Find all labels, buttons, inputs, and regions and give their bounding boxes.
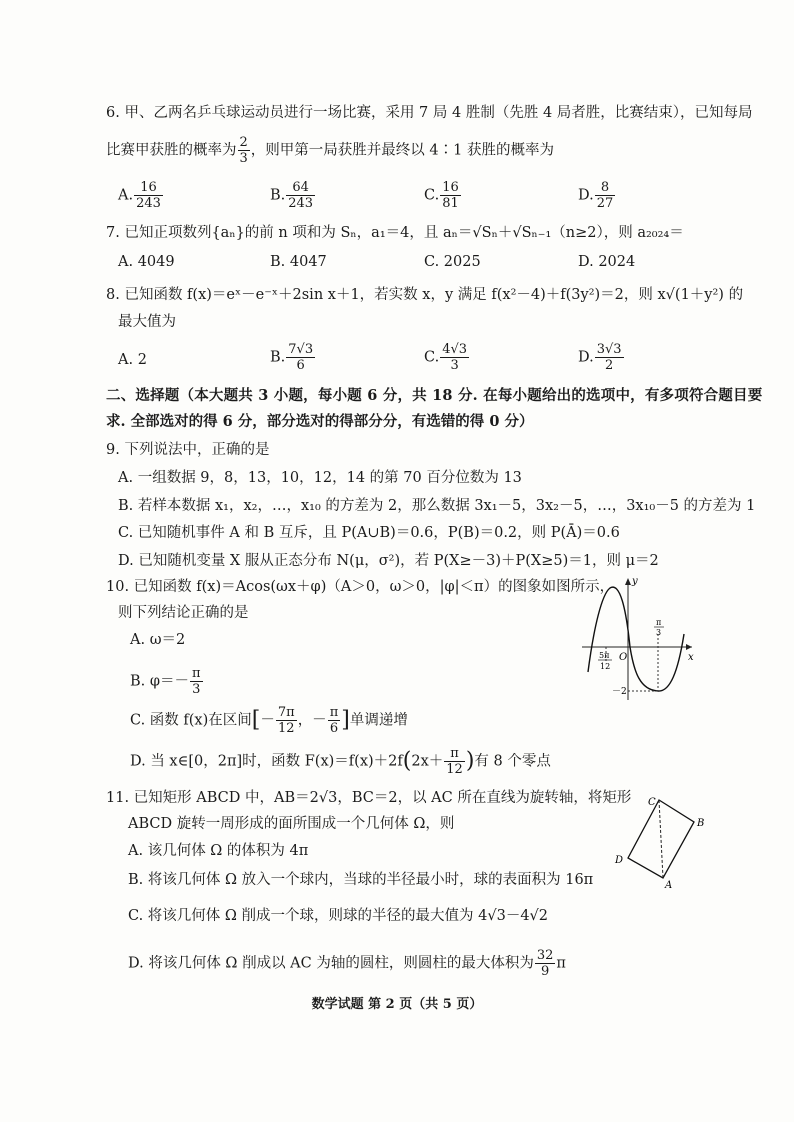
pos-tick-den: 3	[656, 628, 662, 637]
q11-option-d: D. 将该几何体 Ω 削成以 AC 为轴的圆柱，则圆柱的最大体积为 $\frac{32}{9}$ π	[128, 948, 566, 979]
y-label: y	[632, 576, 638, 587]
fraction: $\frac{2}{3}$	[239, 135, 248, 166]
q10-option-a: A. ω＝2	[130, 632, 186, 648]
q9-stem: 9. 下列说法中，正确的是	[106, 442, 270, 458]
cosine-curve	[588, 587, 684, 691]
q9-option-a: A. 一组数据 9，8，13，10，12，14 的第 70 百分位数为 13	[118, 470, 522, 486]
q10-option-c: C. 函数 f(x)在区间[－ $\frac{7\pi}{12}$ ，－ $\frac{\pi}{6}$ ]单调递增	[130, 705, 408, 736]
q11-option-b: B. 将该几何体 Ω 放入一个球内，当球的半径最小时，球的表面积为 16π	[128, 872, 594, 888]
q7-stem: 7. 已知正项数列{aₙ}的前 n 项和为 Sₙ，a₁＝4，且 aₙ＝√Sₙ＋√Sₙ₋₁（n≥2），则 a₂₀₂₄＝	[106, 225, 684, 241]
q7-option-a: A. 4049	[118, 254, 175, 270]
q11-stem-line2: ABCD 旋转一周形成的面所围成一个几何体 Ω，则	[128, 816, 455, 832]
label-a: A	[665, 880, 673, 891]
q10-option-d: D. 当 x∈[0，2π]时，函数 F(x)＝f(x)＋2f(2x＋ $\frac{\pi}{12}$ )有 8 个零点	[130, 746, 551, 777]
origin-label: O	[619, 652, 628, 663]
q8-option-c: C. $\frac{4√3}{3}$	[424, 342, 468, 373]
q8-option-a: A. 2	[118, 352, 147, 368]
min-label: －2	[612, 687, 627, 697]
q9-option-c: C. 已知随机事件 A 和 B 互斥，且 P(A∪B)＝0.6，P(B)＝0.2，则 P(Ā)＝0.6	[118, 525, 620, 541]
q8-option-d: D. $\frac{3√3}{2}$	[578, 342, 622, 373]
page-footer: 数学试题 第 2 页（共 5 页）	[311, 997, 483, 1012]
section-header-line1: 二、选择题（本大题共 3 小题，每小题 6 分，共 18 分. 在每小题给出的选项中，有多项符合题目要	[106, 387, 763, 404]
axis-ac	[659, 800, 663, 878]
rectangle-abcd	[628, 800, 694, 878]
q8-option-b: B. $\frac{7√3}{6}$	[270, 342, 314, 373]
q11-option-a: A. 该几何体 Ω 的体积为 4π	[128, 843, 309, 859]
q11-stem-line1: 11. 已知矩形 ABCD 中，AB＝2√3，BC＝2，以 AC 所在直线为旋转轴，将矩形	[106, 790, 632, 806]
q6-stem-line1: 6. 甲、乙两名乒乓球运动员进行一场比赛，采用 7 局 4 胜制（先胜 4 局者胜，比赛结束），已知每局	[106, 105, 753, 121]
q10-stem-line2: 则下列结论正确的是	[118, 605, 249, 621]
section-header-line2: 求. 全部选对的得 6 分，部分选对的得部分分，有选错的得 0 分）	[106, 413, 534, 430]
q6-stem-line2: 比赛甲获胜的概率为 $\frac{2}{3}$ ，则甲第一局获胜并最终以 4∶1 获胜的概率为	[106, 135, 554, 166]
q6-option-d: D. $\frac{8}{27}$	[578, 180, 614, 211]
q7-option-d: D. 2024	[578, 254, 636, 270]
q8-stem-line2: 最大值为	[118, 314, 176, 330]
q8-stem-line1: 8. 已知函数 f(x)＝eˣ－e⁻ˣ＋2sin x＋1，若实数 x，y 满足 f(x²－4)＋f(3y²)＝2，则 x√(1＋y²) 的	[106, 287, 744, 303]
q10-stem-line1: 10. 已知函数 f(x)＝Acos(ωx＋φ)（A＞0，ω＞0，|φ|＜π）的图象如图所示，	[106, 579, 615, 595]
x-label: x	[688, 652, 694, 663]
pos-tick-num: π	[656, 618, 662, 627]
q11-figure	[610, 790, 710, 900]
x-axis-arrow-icon	[686, 644, 692, 650]
y-axis-arrow-icon	[625, 578, 631, 585]
q6-option-c: C. $\frac{16}{81}$	[424, 180, 459, 211]
q10-option-b: B. φ＝－ $\frac{\pi}{3}$	[130, 666, 201, 697]
q6-option-a: A. $\frac{16}{243}$	[118, 180, 161, 211]
label-d: D	[615, 855, 624, 866]
q6-option-b: B. $\frac{64}{243}$	[270, 180, 314, 211]
label-b: B	[697, 818, 705, 829]
label-c: C	[648, 797, 656, 808]
q9-option-b: B. 若样本数据 x₁，x₂，…，x₁₀ 的方差为 2，那么数据 3x₁－5，3x₂－5，…，3x₁₀－5 的方差为 1	[118, 498, 756, 514]
q7-option-c: C. 2025	[424, 254, 481, 270]
q7-option-b: B. 4047	[270, 254, 327, 270]
q11-option-c: C. 将该几何体 Ω 削成一个球，则球的半径的最大值为 4√3－4√2	[128, 908, 549, 924]
q9-option-d: D. 已知随机变量 X 服从正态分布 N(μ，σ²)，若 P(X≥－3)＋P(X≥5)＝1，则 μ＝2	[118, 553, 659, 569]
neg-tick-den: 12	[600, 662, 611, 671]
q10-graph	[578, 572, 696, 702]
neg-tick-num: 5π	[599, 651, 610, 660]
